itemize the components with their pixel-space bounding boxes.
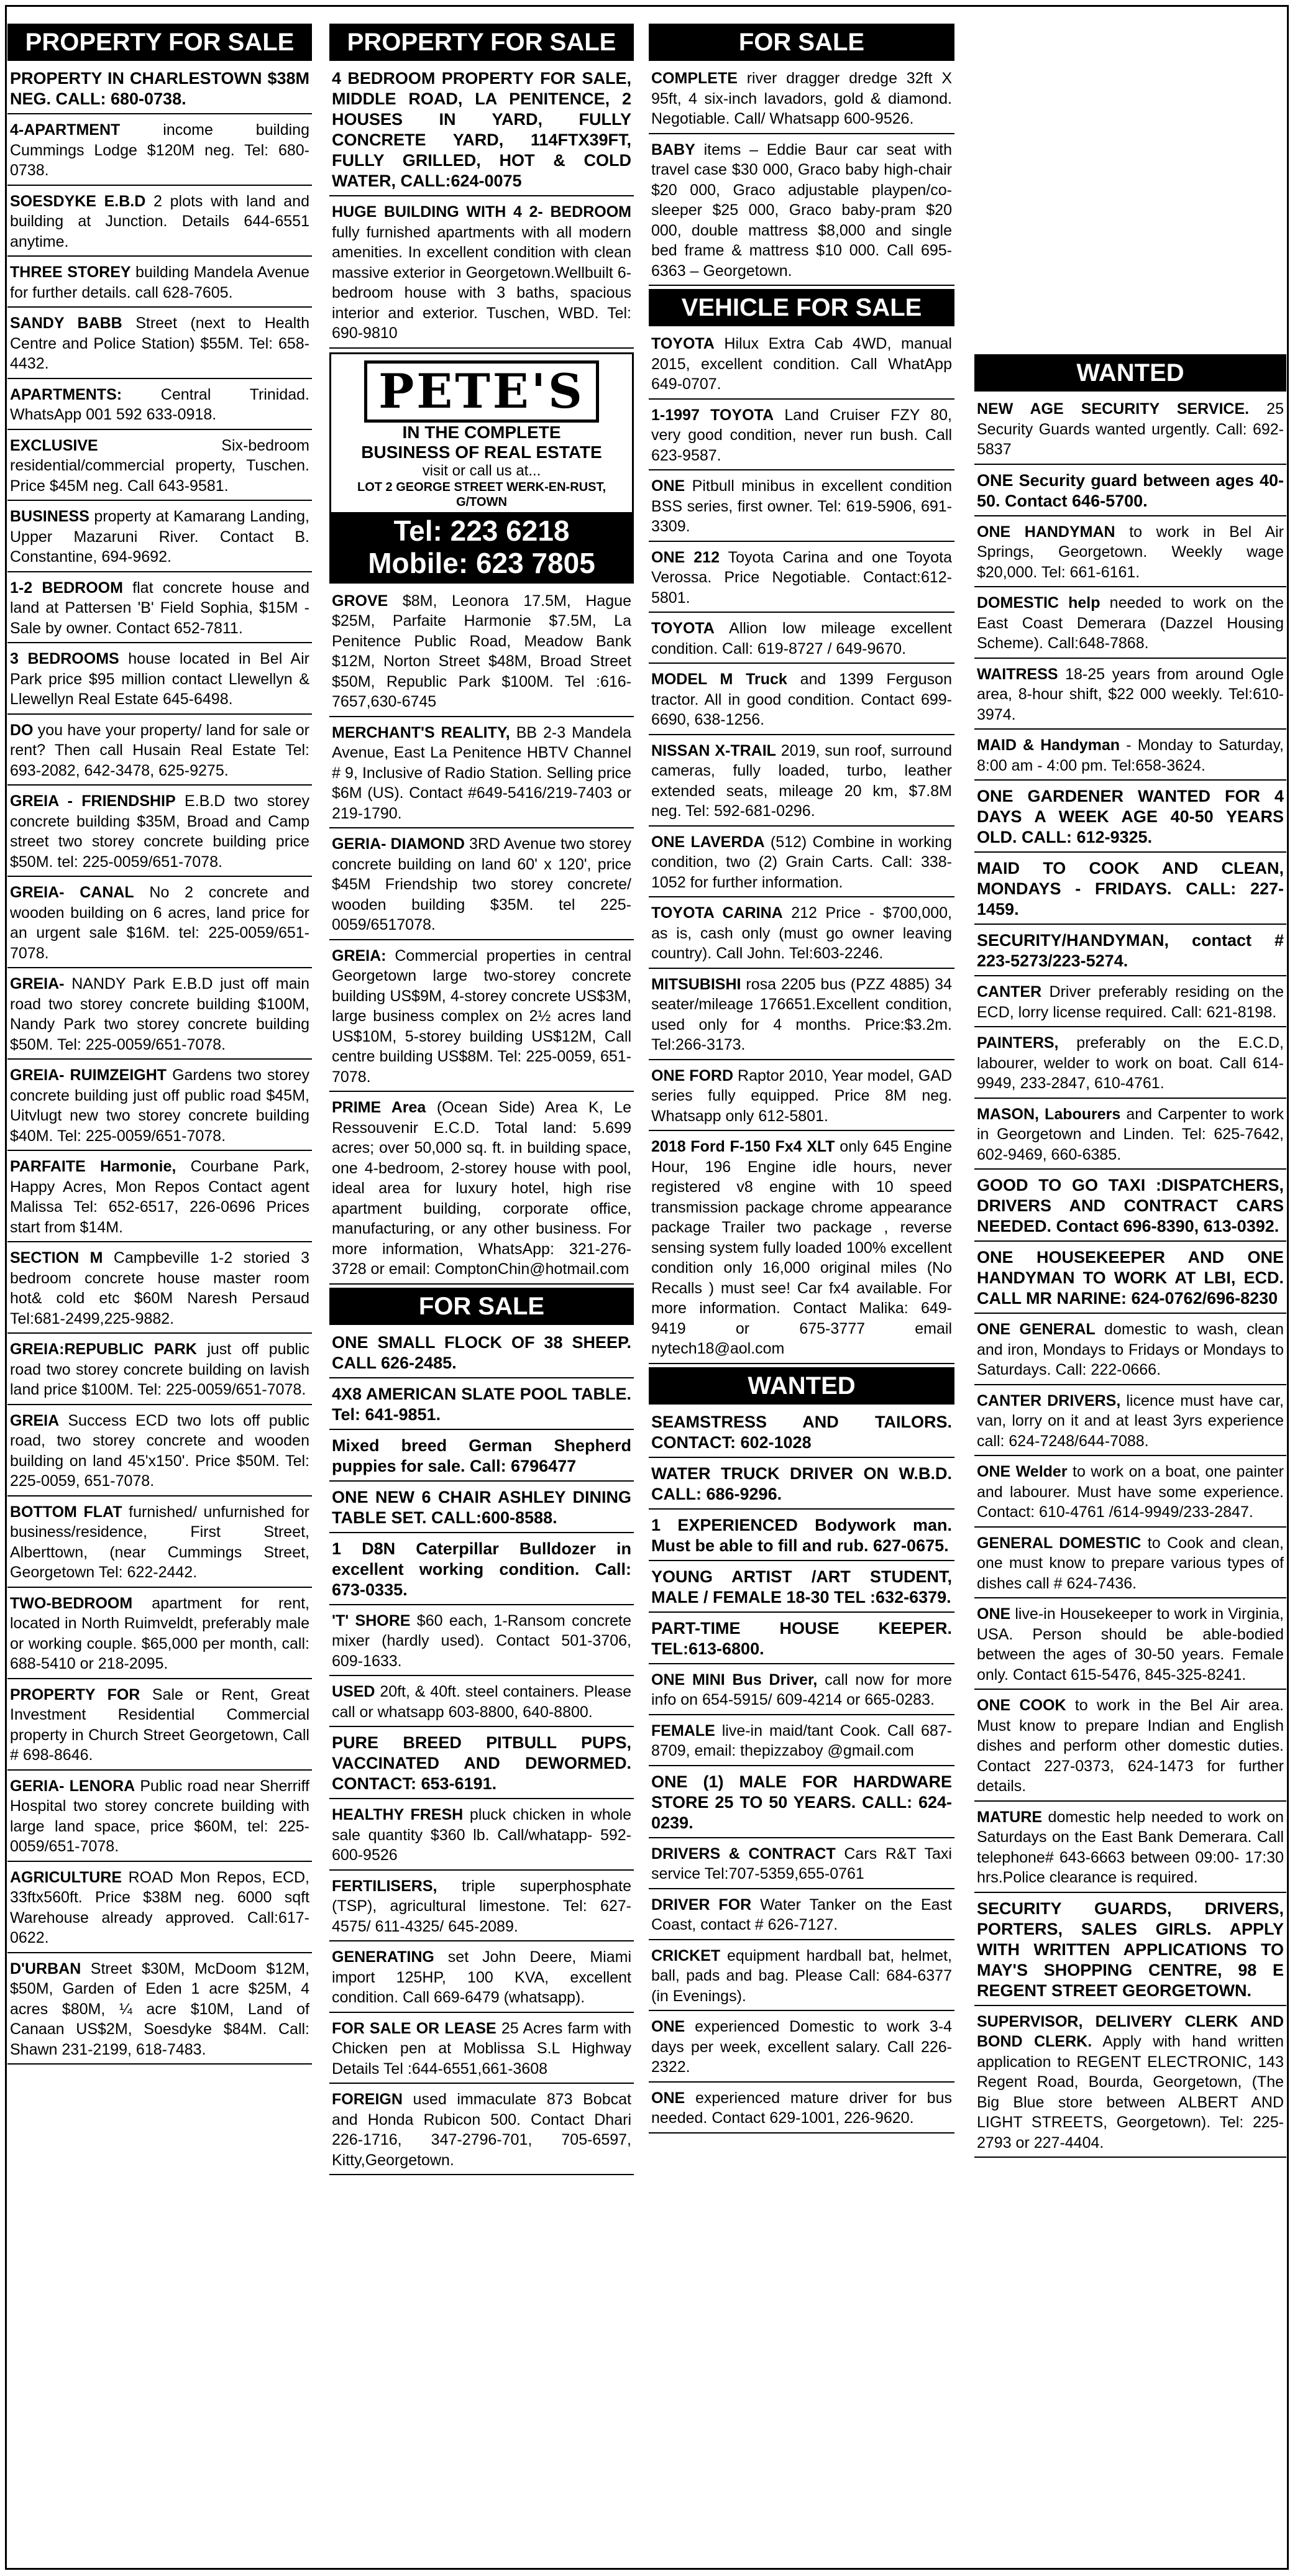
- ad-text: set John Deere, Miami import 125HP, 100 KVA, excellent condition. Call 669-6479 (whatsapp).: [332, 1948, 631, 2006]
- petes-real-estate-logo: [329, 352, 634, 584]
- ad-lead: WATER TRUCK DRIVER ON W.B.D. CALL: 686-9296.: [651, 1464, 952, 1503]
- classified-ad: [649, 1616, 954, 1664]
- ad-lead: GREIA:: [332, 947, 387, 965]
- ad-lead: NEW AGE SECURITY SERVICE.: [977, 400, 1250, 418]
- classified-ad: [649, 616, 954, 664]
- ad-text: just off public road two storey concrete building on lavish land price $100M. Tel: 225-0059/651-7078.: [10, 1341, 309, 1398]
- ad-lead: DRIVERS & CONTRACT: [651, 1845, 836, 1863]
- classified-ad: [329, 832, 634, 940]
- ad-lead: PROPERTY FOR: [10, 1685, 140, 1703]
- ad-lead: 1 EXPERIENCED Bodywork man. Must be able to fill and rub. 627-0675.: [651, 1515, 952, 1555]
- section-header: VEHICLE FOR SALE: [649, 289, 954, 326]
- ad-text: flat concrete house and land at Pattersen 'B' Field Sophia, $15M - Sale by owner. Contact 652-7811.: [10, 579, 309, 637]
- ad-text: 25 Security Guards wanted urgently. Call: 692-5837: [977, 400, 1284, 458]
- ad-text: $60 each, 1-Ransom concrete mixer (hardly used). Contact 501-3706, 609-1633.: [332, 1611, 631, 1670]
- ad-text: Campbeville 1-2 storied 3 bedroom concrete house master room hot& cold etc $60M Naresh Persaud Tel:681-2499,225-9882.: [10, 1249, 309, 1327]
- classified-ad: [649, 1134, 954, 1364]
- column-wanted: [974, 354, 1286, 2161]
- column-property-for-sale: [7, 24, 312, 2068]
- ad-lead: ONE SMALL FLOCK OF 38 SHEEP. CALL 626-2485.: [332, 1332, 631, 1372]
- section-header: WANTED: [974, 354, 1286, 392]
- ad-lead: ONE: [651, 2018, 685, 2035]
- classified-ad: [7, 718, 312, 786]
- classified-ad: [974, 979, 1286, 1027]
- ad-text: and 1399 Ferguson tractor. All in good condition. Contact 699-6690, 638-1256.: [651, 671, 952, 728]
- ad-lead: MERCHANT'S REALITY,: [332, 723, 510, 741]
- ad-lead: GENERATING: [332, 1948, 434, 1966]
- ad-text: call now for more info on 654-5915/ 609-4214 or 665-0283.: [651, 1671, 952, 1708]
- classified-ad: [974, 1531, 1286, 1599]
- classified-ad: [7, 1682, 312, 1771]
- ad-lead: GREIA: [10, 1411, 60, 1429]
- ad-text: used immaculate 873 Bobcat and Honda Rubicon 500. Contact Dhari 226-1716, 347-2796-701, 705-6597, Kitty,Georgetown.: [332, 2091, 631, 2169]
- ad-text: 2019, sun roof, surround cameras, fully loaded, turbo, leather extended seats, mileage 20 km, $7.8M neg. Tel: 592-681-0296.: [651, 741, 952, 820]
- ad-list: [649, 1409, 954, 2134]
- ad-text: (512) Combine in working condition, two (2) Grain Carts. Call: 338-1052 for further information.: [651, 833, 953, 891]
- classified-ad: [974, 1173, 1286, 1242]
- ad-text: only 645 Engine Hour, 196 Engine idle hours, never registered v8 engine with 10 speed transmission package chrome appearance package Trailer two package , reverse sensing system fully loaded 100% excellent condition only 16,000 original miles (No Recalls ) must see! Car fx4 available. For more information. Contact Malika: 649-9419 or 675-3777 email nytech18@aol.com: [651, 1138, 952, 1357]
- ad-text: Courbane Park, Happy Acres, Mon Repos Contact agent Malissa Tel: 652-6517, 226-0696 Prices start from $14M.: [10, 1158, 309, 1236]
- ad-lead: DO: [10, 721, 34, 739]
- ad-lead: 4X8 AMERICAN SLATE POOL TABLE. Tel: 641-9851.: [332, 1384, 631, 1424]
- classified-ad: [329, 1945, 634, 2013]
- ad-lead: AGRICULTURE: [10, 1868, 122, 1886]
- ad-text: 25 Acres farm with Chicken pen at Moblissa S.L Highway Details Tel :644-6551,661-3608: [332, 2019, 631, 2078]
- ad-lead: ONE LAVERDA: [651, 833, 765, 851]
- ad-lead: EXCLUSIVE: [10, 436, 98, 454]
- ad-text: apartment for rent, located in North Ruimveldt, preferably male or working couple. $65,000 per month, call: 688-5410 or 218-2095.: [10, 1594, 309, 1672]
- classified-ad: [7, 382, 312, 430]
- ad-lead: D'URBAN: [10, 1960, 81, 1978]
- section-header: PROPERTY FOR SALE: [7, 24, 312, 61]
- ad-text: equipment hardball bat, helmet, ball, pads and bag. Please Call: 684-6377 (in Evenings).: [651, 1946, 952, 2005]
- classified-ad: [329, 1608, 634, 1677]
- classified-ad: [329, 1330, 634, 1378]
- ad-lead: GOOD TO GO TAXI :DISPATCHERS, DRIVERS AND CONTRACT CARS NEEDED. Contact 696-8390, 613-0392.: [977, 1176, 1284, 1235]
- ad-lead: DRIVER FOR: [651, 1895, 752, 1914]
- column-property-and-for-sale: [329, 24, 634, 2178]
- ad-text: BB 2-3 Mandela Avenue, East La Penitence HBTV Channel # 9, Inclusive of Radio Station. Selling price $6M (US). Contact #649-5416/219-7403 or 219-1790.: [332, 723, 632, 822]
- classified-ad: [7, 789, 312, 877]
- logo-address: LOT 2 GEORGE STREET WERK-EN-RUST, G/TOWN: [357, 480, 606, 509]
- ad-lead: YOUNG ARTIST /ART STUDENT, MALE / FEMALE 18-30 TEL :632-6379.: [651, 1567, 952, 1607]
- classified-ad: [329, 1802, 634, 1871]
- ad-text: Pitbull minibus in excellent condition BSS series, first owner. Tel: 619-5906, 691-3309.: [651, 477, 952, 535]
- classified-ad: [974, 590, 1286, 659]
- classified-ad: [7, 311, 312, 379]
- ad-lead: ONE MINI Bus Driver,: [651, 1671, 818, 1689]
- ad-text: Cars R&T Taxi service Tel:707-5359,655-0761: [651, 1845, 952, 1882]
- ad-text: Gardens two storey concrete building just off public road $45M, Uitvlugt new two storey concrete building $40M. Tel: 225-0059/651-7078.: [10, 1066, 309, 1145]
- ad-text: and Carpenter to work in Georgetown and Linden. Tel: 625-7642, 602-9469, 660-6385.: [977, 1105, 1284, 1163]
- classified-ad: [649, 331, 954, 400]
- ad-text: Allion low mileage excellent condition. Call: 619-8727 / 649-9670.: [651, 620, 952, 658]
- petes-logo-mark: PETE'S: [364, 360, 599, 423]
- classified-ad: [974, 2009, 1286, 2158]
- ad-text: building Mandela Avenue for further details. call 628-7605.: [10, 264, 309, 301]
- classified-ad: [649, 1063, 954, 1132]
- ad-text: fully furnished apartments with all modern amenities. In excellent condition with clean massive exterior in Georgetown.Wellbuilt 6- bedroom house with 3 baths, spacious interior and exterior. Tuschen, WBD. Tel: 690-9810: [332, 223, 631, 342]
- ad-text: Success ECD two lots off public road, two storey concrete and wooden building on land 45'x150'. Price $50M. Tel: 225-0059, 651-7078.: [10, 1411, 309, 1490]
- classified-ad: [7, 1865, 312, 1953]
- ad-lead: BUSINESS: [10, 508, 89, 525]
- ad-text: to work in the Bel Air area. Must know to prepare Indian and English dishes and perform other domestic duties. Contact 227-0373, 624-1473 for further details.: [977, 1697, 1284, 1795]
- ad-lead: 1-1997 TOYOTA: [651, 406, 774, 424]
- ad-lead: MODEL M Truck: [651, 671, 787, 688]
- classified-ad: [7, 504, 312, 572]
- ad-lead: 'T' SHORE: [332, 1611, 411, 1629]
- classified-ad: [7, 1408, 312, 1497]
- classified-ad: [649, 2014, 954, 2083]
- ad-lead: PARFAITE Harmonie,: [10, 1158, 176, 1175]
- ad-text: 3RD Avenue two storey concrete building on land 60' x 120', price $45M Friendship two storey concrete/ wooden building $35M. tel 225-0059/6517078.: [332, 835, 631, 933]
- classified-ad: [649, 1769, 954, 1838]
- classified-ad: [329, 1433, 634, 1482]
- ad-lead: 2018 Ford F-150 Fx4 XLT: [651, 1138, 835, 1155]
- classified-ad: [7, 1063, 312, 1151]
- classified-ad: [7, 646, 312, 715]
- ad-lead: SECURITY/HANDYMAN, contact # 223-5273/223-5274.: [977, 931, 1284, 970]
- ad-lead: COMPLETE: [651, 70, 738, 87]
- ad-lead: TOYOTA: [651, 620, 715, 637]
- classified-ad: [974, 662, 1286, 730]
- classified-ad: [974, 520, 1286, 588]
- classified-ad: [7, 971, 312, 1060]
- classified-ad: [649, 545, 954, 613]
- classified-ad: [649, 738, 954, 827]
- ad-lead: ONE HANDYMAN: [977, 523, 1115, 541]
- ad-text: experienced mature driver for bus needed. Contact 629-1001, 226-9620.: [651, 2089, 952, 2127]
- classified-ad: [7, 1500, 312, 1588]
- classified-ad: [329, 1485, 634, 1533]
- classified-ad: [7, 1956, 312, 2065]
- ad-lead: TOYOTA: [651, 335, 715, 352]
- ad-lead: THREE STOREY: [10, 264, 131, 281]
- classified-ad: [7, 260, 312, 308]
- ad-text: house located in Bel Air Park price $95 million contact Llewellyn & Llewellyn Real Estate 645-6498.: [10, 650, 309, 708]
- ad-lead: ONE COOK: [977, 1697, 1066, 1714]
- ad-lead: CANTER DRIVERS,: [977, 1391, 1121, 1409]
- ad-lead: 4-APARTMENT: [10, 121, 121, 139]
- classified-ad: [649, 474, 954, 542]
- ad-text: ROAD Mon Repos, ECD, 33ftx560ft. Price $38M neg. 6000 sqft Warehouse already approved. Call:617-0622.: [10, 1868, 309, 1946]
- classified-ad: [649, 667, 954, 735]
- ad-lead: ONE Security guard between ages 40-50. Contact 646-5700.: [977, 470, 1284, 510]
- classified-ad: [7, 880, 312, 968]
- ad-text: to Cook and clean, one must know to prepare various types of dishes call # 624-7436.: [977, 1534, 1284, 1592]
- ad-lead: MASON, Labourers: [977, 1105, 1121, 1123]
- classified-ad: [7, 1245, 312, 1334]
- ad-text: Land Cruiser FZY 80, very good condition, never run bush. Call 623-9587.: [651, 406, 953, 464]
- ad-text: preferably on the E.C.D, labourer, welder to work on boat. Call 614-9949, 233-2847, 610-4761.: [977, 1034, 1284, 1092]
- ad-list: [7, 66, 312, 2065]
- ad-text: Water Tanker on the East Coast, contact # 626-7127.: [651, 1895, 952, 1933]
- ad-lead: APARTMENTS:: [10, 385, 122, 403]
- ad-lead: HEALTHY FRESH: [332, 1806, 464, 1823]
- ad-text: Driver preferably residing on the ECD, lorry license required. Call: 621-8198.: [977, 983, 1284, 1021]
- ad-lead: USED: [332, 1683, 375, 1700]
- ad-text: income building Cummings Lodge $120M neg. Tel: 680-0738.: [10, 121, 309, 179]
- classified-ad: [649, 66, 954, 134]
- ad-lead: FOREIGN: [332, 2091, 403, 2108]
- ad-lead: CRICKET: [651, 1946, 721, 1964]
- ad-lead: ONE Welder: [977, 1463, 1068, 1480]
- classified-ad: [649, 1892, 954, 1940]
- ad-list: [649, 66, 954, 286]
- ad-lead: 3 BEDROOMS: [10, 650, 119, 667]
- logo-line-1: IN THE COMPLETE: [402, 422, 561, 442]
- ad-lead: MITSUBISHI: [651, 975, 741, 993]
- ad-lead: GERIA- DIAMOND: [332, 835, 465, 853]
- classified-ad: [649, 137, 954, 286]
- ad-lead: ONE 212: [651, 548, 720, 566]
- classified-ad: [649, 830, 954, 898]
- logo-line-3: visit or call us at...: [422, 462, 541, 479]
- ad-lead: Mixed breed German Shepherd puppies for sale. Call: 6796477: [332, 1436, 631, 1475]
- classified-ad: [649, 1409, 954, 1458]
- logo-line-2: BUSINESS OF REAL ESTATE: [361, 442, 602, 462]
- ad-text: Hilux Extra Cab 4WD, manual 2015, excellent condition. Call WhatApp 649-0707.: [651, 335, 952, 393]
- ad-text: live-in Housekeeper to work in Virginia, USA. Person should be able-bodied between the ages of 30-50 years. Female only. Contact 615-5476, 845-325-8241.: [977, 1605, 1284, 1684]
- classified-ad: [974, 1317, 1286, 1385]
- classified-ad: [649, 901, 954, 969]
- ad-text: river dragger dredge 32ft X 95ft, 4 six-inch lavadors, gold & diamond. Negotiable. Call/ Whatsapp 600-9526.: [651, 70, 952, 127]
- ad-lead: ONE: [651, 2089, 685, 2107]
- ad-text: Raptor 2010, Year model, GAD series fully equipped. Price 8M neg. Whatsapp only 612-5801.: [651, 1066, 952, 1125]
- ad-lead: FERTILISERS,: [332, 1877, 437, 1895]
- section-header: WANTED: [649, 1367, 954, 1405]
- classified-ad: [329, 2016, 634, 2084]
- ad-text: to work in Bel Air Springs, Georgetown. Weekly wage $20,000. Tel: 661-6161.: [977, 523, 1284, 581]
- ad-lead: 1-2 BEDROOM: [10, 579, 123, 597]
- ad-lead: PART-TIME HOUSE KEEPER. TEL:613-6800.: [651, 1618, 952, 1658]
- ad-text: domestic to wash, clean and iron, Mondays to Fridays or Mondays to Saturdays. Call: 222-0666.: [977, 1321, 1284, 1378]
- classified-ad: [974, 733, 1286, 781]
- ad-text: No 2 concrete and wooden building on 6 acres, land price for an urgent sale $16M. tel: 225-0059/651-7078.: [10, 884, 309, 962]
- ad-lead: TWO-BEDROOM: [10, 1594, 133, 1612]
- classified-ad: [329, 589, 634, 717]
- classified-ad: [649, 1667, 954, 1715]
- ad-text: live-in maid/tant Cook. Call 687-8709, email: thepizzaboy @gmail.com: [651, 1721, 952, 1759]
- classified-ad: [974, 1805, 1286, 1893]
- ad-text: 20ft, & 40ft. steel containers. Please call or whatsapp 603-8800, 640-8800.: [332, 1683, 631, 1721]
- ad-lead: 1 D8N Caterpillar Bulldozer in excellent working condition. Call: 673-0335.: [332, 1539, 631, 1599]
- ad-text: $8M, Leonora 17.5M, Hague $25M, Parfaite Harmonie $7.5M, La Penitence Public Road, Meadow Bank $12M, Norton Street $48M, Broad Street $50M, Republic Park $100M. Tel :616-7657,630-6745: [332, 592, 631, 710]
- classified-ad: [329, 1730, 634, 1799]
- ad-text: pluck chicken in whole sale quantity $360 lb. Call/whatapp- 592-600-9526: [332, 1806, 631, 1864]
- ad-lead: GREIA- CANAL: [10, 884, 134, 901]
- ad-lead: CANTER: [977, 983, 1042, 1001]
- classified-ad: [7, 1774, 312, 1862]
- ad-text: 212 Price - $700,000, as is, cash only (must go owner leaving country). Call John. Tel:603-2246.: [651, 904, 952, 962]
- classified-ad: [329, 1874, 634, 1942]
- ad-text: experienced Domestic to work 3-4 days per week, excellent salary. Call 226-2322.: [651, 2018, 952, 2076]
- ad-lead: GREIA:REPUBLIC PARK: [10, 1341, 197, 1358]
- section-header: FOR SALE: [649, 24, 954, 61]
- classified-ad: [329, 1536, 634, 1605]
- ad-lead: ONE: [651, 477, 685, 495]
- classified-ad: [974, 1102, 1286, 1170]
- ad-lead: GREIA-: [10, 975, 65, 992]
- ad-text: E.B.D two storey concrete building $35M, Broad and Camp street two storey concrete building price $50M. tel: 225-0059/651-7078.: [10, 792, 309, 871]
- ad-lead: GENERAL DOMESTIC: [977, 1534, 1142, 1552]
- ad-lead: FOR SALE OR LEASE: [332, 2019, 496, 2037]
- ad-text: 2 plots with land and building at Junction. Details 644-6551 anytime.: [10, 192, 309, 250]
- ad-lead: PAINTERS,: [977, 1034, 1059, 1052]
- column-for-sale-vehicles-wanted: [649, 24, 954, 2137]
- classified-ad: [974, 1896, 1286, 2006]
- ad-lead: FEMALE: [651, 1721, 715, 1739]
- ad-text: Street $30M, McDoom $12M, $50M, Garden of Eden 1 acre $25M, 4 acres $80M, ¼ acre $10M, Land of Canaan US$2M, Soesdyke $84M. Call: Shawn 231-2199, 618-7483.: [10, 1960, 309, 2058]
- ad-lead: ONE GENERAL: [977, 1321, 1096, 1338]
- ad-list: [329, 589, 634, 1285]
- classified-ad: [649, 1943, 954, 2012]
- ad-lead: SUPERVISOR, DELIVERY CLERK AND BOND CLERK.: [977, 2012, 1284, 2050]
- classified-ad: [329, 943, 634, 1093]
- classified-ad: [649, 403, 954, 471]
- ad-text: - Monday to Saturday, 8:00 am - 4:00 pm. Tel:658-3624.: [977, 736, 1284, 774]
- ad-text: rosa 2205 bus (PZZ 4885) 34 seater/mileage 176651.Excellent condition, used only for 4 months. Price:$3.2m. Tel:266-3173.: [651, 975, 952, 1053]
- ad-lead: ONE GARDENER WANTED FOR 4 DAYS A WEEK AGE 40-50 YEARS OLD. CALL: 612-9325.: [977, 787, 1284, 846]
- ad-list: [329, 66, 634, 349]
- classified-ad: [329, 1679, 634, 1727]
- ad-lead: NISSAN X-TRAIL: [651, 741, 776, 759]
- ad-lead: GERIA- LENORA: [10, 1777, 135, 1795]
- ad-lead: ONE HOUSEKEEPER AND ONE HANDYMAN TO WORK AT LBI, ECD. CALL MR NARINE: 624-0762/696-8230: [977, 1248, 1284, 1308]
- ad-lead: PROPERTY IN CHARLESTOWN $38M NEG. CALL: 680-0738.: [10, 69, 309, 108]
- classified-ad: [974, 928, 1286, 976]
- ad-lead: DOMESTIC help: [977, 594, 1101, 612]
- classified-ad: [649, 972, 954, 1060]
- classified-ad: [329, 1095, 634, 1285]
- classified-ad: [7, 1154, 312, 1242]
- ad-text: Apply with hand written application to REGENT ELECTRONIC, 143 Regent Road, Bourda, Georgetown, (The Big Blue store between ALBERT AND LIGHT STREETS, Georgetown). Tel: 225-2793 or 227-4404.: [977, 2033, 1284, 2152]
- ad-text: items – Eddie Baur car seat with travel case $30 000, Graco baby high-chair $20 000, Graco adjustable playpen/co-sleeper $25 000, Graco baby-pram $20 000, double mattress $8,000 and single bed frame & mattress $10 000. Call 695-6363 – Georgetown.: [651, 140, 952, 280]
- ad-lead: PRIME Area: [332, 1099, 426, 1116]
- ad-lead: PURE BREED PITBULL PUPS, VACCINATED AND DEWORMED. CONTACT: 653-6191.: [332, 1733, 631, 1793]
- ad-text: Toyota Carina and one Toyota Verossa. Price Negotiable. Contact:612-5801.: [651, 548, 952, 607]
- ad-lead: ONE NEW 6 CHAIR ASHLEY DINING TABLE SET. CALL:600-8588.: [332, 1487, 631, 1527]
- classified-ad: [329, 66, 634, 196]
- classified-ad: [649, 2086, 954, 2134]
- classified-ad: [649, 1718, 954, 1766]
- ad-text: furnished/ unfurnished for business/residence, First Street, Alberttown, (near Cummings Street, Georgetown Tel: 622-2442.: [10, 1503, 309, 1581]
- classified-ad: [7, 433, 312, 502]
- classified-ad: [649, 1841, 954, 1889]
- ad-lead: GREIA - FRIENDSHIP: [10, 792, 176, 810]
- classified-ad: [974, 1693, 1286, 1802]
- ad-lead: ONE (1) MALE FOR HARDWARE STORE 25 TO 50 YEARS. CALL: 624-0239.: [651, 1772, 952, 1832]
- ad-lead: GROVE: [332, 592, 388, 610]
- ad-text: Street (next to Health Centre and Police Station) $55M. Tel: 658-4432.: [10, 314, 309, 372]
- classified-ad: [329, 199, 634, 349]
- classified-ad: [649, 1461, 954, 1510]
- classified-ad: [649, 1564, 954, 1613]
- classified-ad: [974, 856, 1286, 925]
- ad-lead: HUGE BUILDING WITH 4 2- BEDROOM: [332, 203, 631, 221]
- ad-list: [974, 396, 1286, 2158]
- ad-lead: SECTION M: [10, 1249, 103, 1267]
- ad-lead: BABY: [651, 140, 695, 158]
- classified-ad: [7, 66, 312, 114]
- ad-lead: WAITRESS: [977, 665, 1058, 683]
- logo-mobile: Mobile: 623 7805: [368, 546, 595, 579]
- ad-text: to work on a boat, one painter and labourer. Must have some experience. Contact: 610-4761 /614-9949/233-2847.: [977, 1463, 1284, 1521]
- classified-ad: [974, 1030, 1286, 1099]
- ad-text: Sale or Rent, Great Investment Residential Commercial property in Church Street Georgetown, Call # 698-8646.: [10, 1685, 310, 1764]
- ad-lead: SOESDYKE E.B.D: [10, 192, 146, 210]
- ad-text: you have your property/ land for sale or rent? Then call Husain Real Estate Tel: 693-2082, 642-3478, 625-9275.: [10, 721, 309, 779]
- ad-text: Public road near Sherriff Hospital two storey concrete building with large land space, price $60M, tel: 225-0059/651-7078.: [10, 1777, 309, 1855]
- ad-lead: ONE: [977, 1605, 1011, 1623]
- classified-ad: [329, 720, 634, 829]
- ad-text: domestic help needed to work on Saturdays on the East Bank Demerara. Call telephone# 643-6663 between 09:00- 17:30 hrs.Police clearance is required.: [977, 1808, 1284, 1886]
- classified-ad: [7, 1591, 312, 1679]
- ad-text: Central Trinidad. WhatsApp 001 592 633-0918.: [10, 385, 309, 423]
- classified-ad: [7, 189, 312, 257]
- ad-text: NANDY Park E.B.D just off main road two storey concrete building $100M, Nandy Park two storey concrete building $50M. Tel: 225-0059/651-7078.: [10, 975, 309, 1053]
- ad-lead: SECURITY GUARDS, DRIVERS, PORTERS, SALES GIRLS. APPLY WITH WRITTEN APPLICATIONS TO MAY'S SHOPPING CENTRE, 98 E REGENT STREET GEORGETOWN.: [977, 1899, 1284, 2000]
- ad-lead: 4 BEDROOM PROPERTY FOR SALE, MIDDLE ROAD, LA PENITENCE, 2 HOUSES IN YARD, FULLY CONCRETE YARD, 114FTX39FT, FULLY GRILLED, HOT & COLD WATER, CALL:624-0075: [332, 69, 631, 190]
- classified-ad: [649, 1513, 954, 1561]
- ad-text: Six-bedroom residential/commercial property, Tuschen. Price $45M neg. Call 643-9581.: [10, 436, 309, 495]
- classified-ad: [7, 575, 312, 644]
- classified-ad: [329, 1382, 634, 1430]
- ad-list: [329, 1330, 634, 2176]
- classified-ad: [974, 1388, 1286, 1457]
- ad-lead: SANDY BABB: [10, 314, 122, 332]
- logo-tel: Tel: 223 6218: [393, 514, 570, 547]
- ad-text: needed to work on the East Coast Demerara (Dazzel Housing Scheme). Call:648-7868.: [977, 594, 1284, 652]
- ad-lead: MAID & Handyman: [977, 736, 1120, 754]
- ad-text: (Ocean Side) Area K, Le Ressouvenir E.C.D. Total land: 5.699 acres; over 50,000 sq. ft. in building space, one 4-bedroom, 2-storey house with pool, ideal area for luxury hotel, high rise apartment building, corporate office, manufacturing, or any other business. For more information, WhatsApp: 321-276-3728 or email: ComptonChin@hotmail.com: [332, 1099, 631, 1278]
- classified-ad: [974, 1459, 1286, 1528]
- section-header: PROPERTY FOR SALE: [329, 24, 634, 61]
- section-header: FOR SALE: [329, 1288, 634, 1325]
- ad-lead: BOTTOM FLAT: [10, 1503, 122, 1521]
- ad-lead: ONE FORD: [651, 1066, 734, 1084]
- ad-text: triple superphosphate (TSP), agricultural limestone. Tel: 627-4575/ 611-4325/ 645-2089.: [332, 1877, 631, 1935]
- ad-lead: MATURE: [977, 1808, 1043, 1826]
- classified-ad: [7, 1337, 312, 1405]
- ad-lead: GREIA- RUIMZEIGHT: [10, 1066, 167, 1084]
- ad-lead: MAID TO COOK AND CLEAN, MONDAYS - FRIDAYS. CALL: 227-1459.: [977, 859, 1284, 919]
- classified-ad: [974, 1602, 1286, 1690]
- classified-ad: [974, 784, 1286, 853]
- ad-text: 18-25 years from around Ogle area, 8-hour shift, $22 000 weekly. Tel:610-3974.: [977, 665, 1284, 723]
- classified-ad: [974, 396, 1286, 465]
- ad-lead: SEAMSTRESS AND TAILORS. CONTACT: 602-1028: [651, 1412, 952, 1452]
- ad-list: [649, 331, 954, 1364]
- ad-text: Commercial properties in central Georgetown large two-storey concrete building US$9M, 4-storey concrete US$3M, large business complex on 2½ acres land US$10M, 5-storey building US$12M, Call centre building US$8M. Tel: 225-0059, 651-7078.: [332, 947, 631, 1086]
- ad-lead: TOYOTA CARINA: [651, 904, 783, 922]
- classified-ad: [974, 1245, 1286, 1314]
- logo-phone: [331, 512, 632, 582]
- classified-ad: [974, 468, 1286, 516]
- ad-text: licence must have car, van, lorry on it and at least 3yrs experience call: 624-7248/644-7088.: [977, 1391, 1284, 1450]
- classified-ad: [329, 2087, 634, 2175]
- classified-ad: [7, 117, 312, 186]
- ad-text: property at Kamarang Landing, Upper Mazaruni River. Contact B. Constantine, 694-9692.: [10, 508, 309, 566]
